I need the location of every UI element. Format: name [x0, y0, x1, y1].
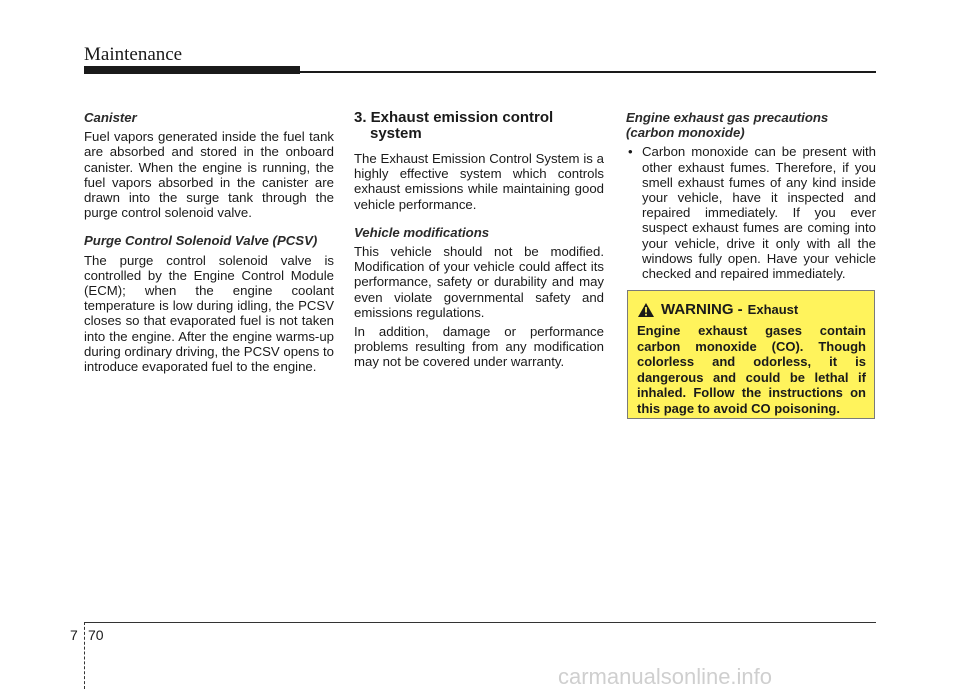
canister-heading: Canister: [84, 110, 137, 125]
header-rule-thick: [84, 66, 300, 74]
section-title: [354, 110, 604, 142]
section-title-line2: system: [370, 125, 422, 142]
warning-title: WARNING -: [661, 301, 743, 318]
footer-rule: [84, 622, 876, 623]
column-right: [626, 110, 876, 281]
column-middle: [354, 110, 604, 383]
header-title: Maintenance: [84, 44, 183, 65]
watermark-text: carmanualsonline.info: [558, 664, 773, 689]
section-intro-text: The Exhaust Emission Control System is a highly effective system which controls exhaust emissions while maintaining good vehicle performance.: [354, 151, 604, 212]
warning-box: [627, 290, 875, 419]
warning-triangle-icon: [637, 302, 655, 318]
warning-header: [637, 301, 866, 318]
warning-body: Engine exhaust gases contain carbon monoxide (CO). Though colorless and odorless, it is dangerous and could be lethal if inhaled. Follow the instructions on this page to avoid CO poisoning.: [637, 323, 866, 416]
pcsv-text: The purge control solenoid valve is controlled by the Engine Control Module (ECM); when the engine coolant temperature is low during idling, the PCSV closes so that evaporated fuel is not taken into the engine. After the engine warms-up during ordinary driving, the PCSV opens to introduce evaporated fuel to the engine.: [84, 252, 334, 375]
section-title-line1: 3. Exhaust emission control: [354, 109, 554, 126]
modifications-text-2: In addition, damage or performance problems resulting from any modification may not be covered under warranty.: [354, 324, 604, 370]
pcsv-heading: Purge Control Solenoid Valve (PCSV): [84, 233, 318, 249]
bullet-text: Carbon monoxide can be present with other exhaust fumes. Therefore, if you smell exhaust fumes of any kind inside your vehicle, have it inspected and repaired immediately. If you ever suspect exhaust fumes are coming into your vehicle, drive it only with all the windows fully open. Have your vehicle checked and repaired immediately.: [642, 144, 876, 282]
modifications-heading: Vehicle modifications: [354, 224, 490, 240]
header-rule-thin: [300, 71, 876, 73]
bullet-item: [626, 144, 876, 281]
footer-divider: [84, 622, 85, 689]
column-left: [84, 110, 334, 387]
canister-text: Fuel vapors generated inside the fuel tank are absorbed and stored in the onboard canister. When the engine is running, the fuel vapors absorbed in the canister are drawn into the surge tank through the purge control solenoid valve.: [84, 129, 334, 221]
page-number: 70: [88, 627, 104, 643]
precautions-heading: Engine exhaust gas precautions (carbon monoxide): [626, 110, 829, 141]
modifications-text-1: This vehicle should not be modified. Modification of your vehicle could affect its performance, safety or durability and may even violate governmental safety and emissions regulations.: [354, 244, 604, 320]
chapter-number: 7: [70, 627, 78, 643]
bullet-icon: •: [628, 144, 633, 160]
warning-subtitle: Exhaust: [747, 302, 799, 317]
